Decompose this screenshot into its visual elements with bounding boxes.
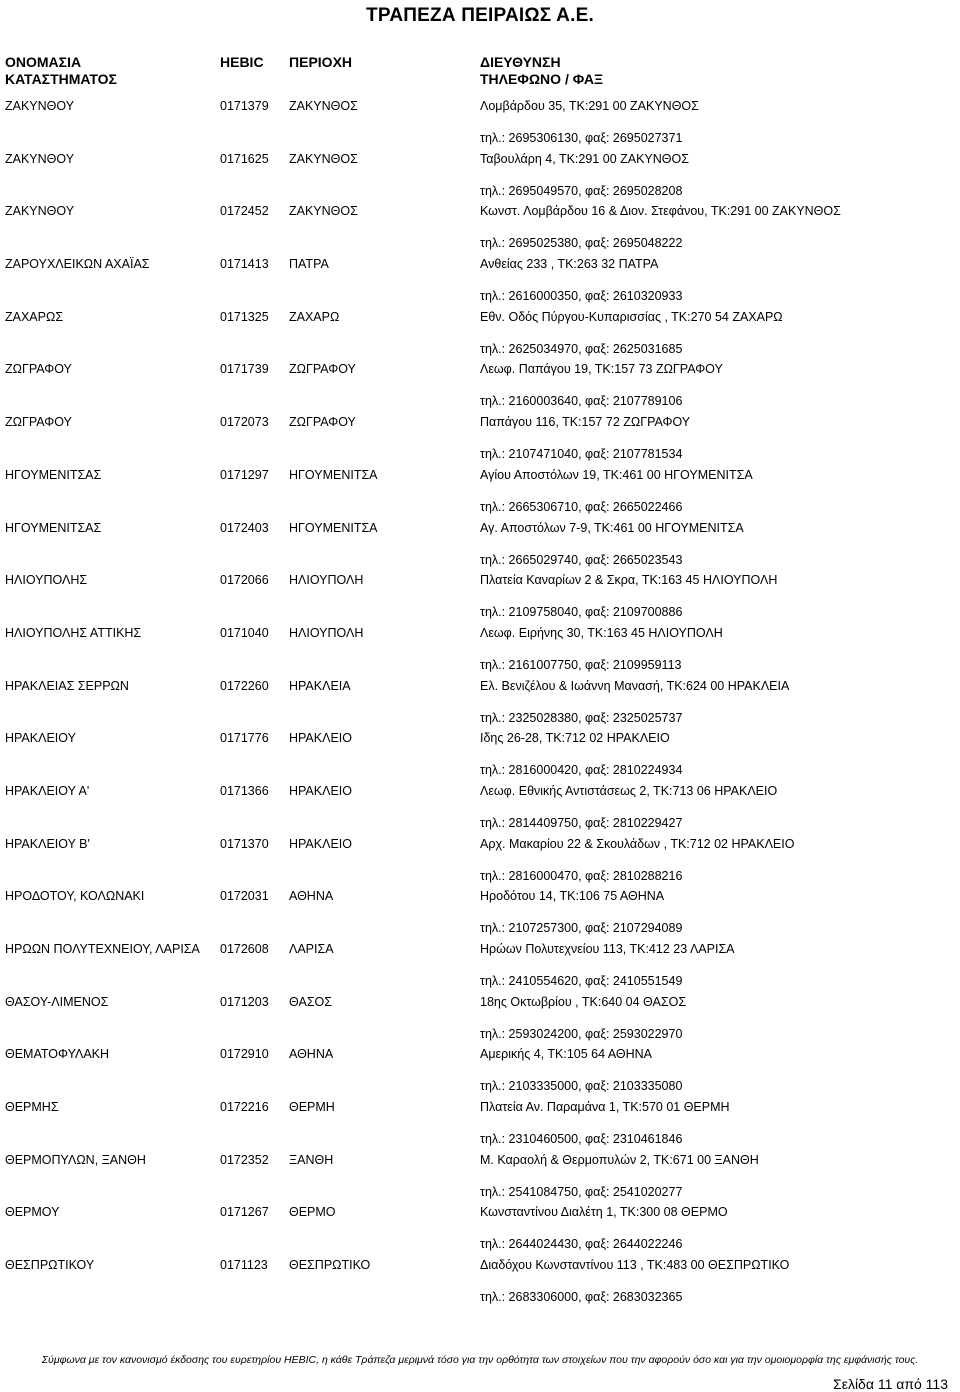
- header-hebic: HEBIC: [220, 54, 264, 70]
- branch-area: ΘΕΡΜΗ: [289, 1100, 335, 1115]
- table-row: [0, 775, 960, 828]
- row-main-line: [0, 1046, 960, 1062]
- branch-name: ΖΑΚΥΝΘΟΥ: [5, 204, 75, 219]
- header-address: ΔΙΕΥΘΥΝΣΗ ΤΗΛΕΦΩΝΟ / ΦΑΞ: [480, 54, 603, 87]
- row-main-line: [0, 888, 960, 904]
- branch-address: Πλατεία Καναρίων 2 & Σκρα, ΤΚ:163 45 ΗΛΙΟΥΠΟΛΗ: [480, 573, 778, 588]
- row-main-line: [0, 678, 960, 694]
- hebic-code: 0171366: [220, 783, 269, 798]
- branch-area: ΗΓΟΥΜΕΝΙΤΣΑ: [289, 467, 378, 482]
- row-main-line: [0, 1204, 960, 1220]
- header-branch-name: ΟΝΟΜΑΣΙΑ ΚΑΤΑΣΤΗΜΑΤΟΣ: [5, 54, 117, 87]
- table-row: [0, 722, 960, 778]
- branch-name: ΖΩΓΡΑΦΟΥ: [5, 362, 72, 377]
- table-row: [0, 1196, 960, 1252]
- branch-name: ΘΑΣΟΥ-ΛΙΜΕΝΟΣ: [5, 994, 109, 1009]
- branch-address: Αμερικής 4, ΤΚ:105 64 ΑΘΗΝΑ: [480, 1047, 653, 1062]
- branch-name: ΗΓΟΥΜΕΝΙΤΣΑΣ: [5, 467, 102, 482]
- branch-address: Ελ. Βενιζέλου & Ιωάννη Μανασή, ΤΚ:624 00 ΗΡΑΚΛΕΙΑ: [480, 678, 790, 693]
- branch-phone-fax: τηλ.: 2160003640, φαξ: 2107789106: [480, 394, 683, 409]
- branch-table: [0, 90, 960, 1305]
- row-main-line: [0, 730, 960, 746]
- branch-area: ΖΑΚΥΝΘΟΣ: [289, 99, 358, 113]
- row-main-line: [0, 941, 960, 957]
- branch-name: ΗΡΑΚΛΕΙΟΥ Β': [5, 836, 90, 851]
- branch-name: ΘΕΜΑΤΟΦΥΛΑΚΗ: [5, 1047, 110, 1062]
- table-row: [0, 406, 960, 462]
- row-main-line: [0, 98, 960, 114]
- row-main-line: [0, 414, 960, 430]
- branch-name: ΖΩΓΡΑΦΟΥ: [5, 415, 72, 430]
- row-main-line: [0, 625, 960, 641]
- row-main-line: [0, 361, 960, 377]
- branch-phone-fax: τηλ.: 2695306130, φαξ: 2695027371: [480, 131, 683, 145]
- branch-name: ΗΓΟΥΜΕΝΙΤΣΑΣ: [5, 520, 102, 535]
- branch-address: Αγ. Αποστόλων 7-9, ΤΚ:461 00 ΗΓΟΥΜΕΝΙΤΣΑ: [480, 520, 744, 535]
- hebic-code: 0172608: [220, 942, 269, 956]
- table-row: [0, 195, 960, 251]
- row-main-line: [0, 783, 960, 799]
- branch-name: ΗΡΑΚΛΕΙΟΥ: [5, 731, 76, 746]
- table-row: [0, 1038, 960, 1094]
- branch-phone-fax: τηλ.: 2816000470, φαξ: 2810288216: [480, 868, 683, 883]
- table-row: [0, 564, 960, 620]
- branch-phone-fax: τηλ.: 2665306710, φαξ: 2665022466: [480, 499, 683, 514]
- row-main-line: [0, 1257, 960, 1273]
- table-row: [0, 301, 960, 354]
- branch-name: ΘΕΡΜΗΣ: [5, 1100, 59, 1115]
- row-main-line: [0, 1152, 960, 1168]
- page-number: Σελίδα 11 από 113: [833, 1376, 948, 1392]
- branch-area: ΠΑΤΡΑ: [289, 257, 329, 272]
- branch-address: Κωνσταντίνου Διαλέτη 1, ΤΚ:300 08 ΘΕΡΜΟ: [480, 1205, 728, 1220]
- branch-area: ΞΑΝΘΗ: [289, 1152, 334, 1167]
- branch-phone-fax: τηλ.: 2644024430, φαξ: 2644022246: [480, 1237, 683, 1252]
- branch-name: ΗΡΟΔΟΤΟΥ, ΚΟΛΩΝΑΚΙ: [5, 889, 145, 904]
- branch-address: Ιδης 26-28, ΤΚ:712 02 ΗΡΑΚΛΕΙΟ: [480, 731, 670, 746]
- branch-area: ΗΡΑΚΛΕΙΟ: [289, 783, 352, 798]
- branch-name: ΗΛΙΟΥΠΟΛΗΣ ΑΤΤΙΚΗΣ: [5, 625, 142, 640]
- branch-address: Πλατεία Αν. Παραμάνα 1, ΤΚ:570 01 ΘΕΡΜΗ: [480, 1100, 730, 1115]
- table-row: [0, 248, 960, 304]
- branch-area: ΖΩΓΡΑΦΟΥ: [289, 362, 356, 377]
- branch-phone-fax: τηλ.: 2683306000, φαξ: 2683032365: [480, 1290, 683, 1305]
- branch-address: Αρχ. Μακαρίου 22 & Σκουλάδων , ΤΚ:712 02 ΗΡΑΚΛΕΙΟ: [480, 836, 795, 851]
- branch-name: ΖΑΡΟΥΧΛΕΙΚΩΝ ΑΧΑΪΑΣ: [5, 257, 150, 272]
- hebic-code: 0171625: [220, 151, 269, 166]
- branch-name: ΗΛΙΟΥΠΟΛΗΣ: [5, 573, 88, 588]
- hebic-code: 0171297: [220, 467, 269, 482]
- hebic-code: 0171267: [220, 1205, 269, 1220]
- table-header: [0, 54, 960, 90]
- branch-address: 18ης Οκτωβρίου , ΤΚ:640 04 ΘΑΣΟΣ: [480, 994, 687, 1009]
- branch-phone-fax: τηλ.: 2107257300, φαξ: 2107294089: [480, 921, 683, 936]
- hebic-code: 0171123: [220, 1258, 268, 1273]
- hebic-code: 0172260: [220, 678, 269, 693]
- branch-phone-fax: τηλ.: 2107471040, φαξ: 2107781534: [480, 447, 683, 462]
- branch-address: Ηροδότου 14, ΤΚ:106 75 ΑΘΗΝΑ: [480, 889, 665, 904]
- branch-area: ΖΩΓΡΑΦΟΥ: [289, 415, 356, 430]
- row-main-line: [0, 994, 960, 1010]
- branch-address: Μ. Καραολή & Θερμοπυλών 2, ΤΚ:671 00 ΞΑΝΘΗ: [480, 1152, 759, 1167]
- row-main-line: [0, 572, 960, 588]
- row-main-line: [0, 1099, 960, 1115]
- hebic-code: 0172031: [220, 889, 269, 904]
- table-row: [0, 986, 960, 1039]
- table-row: [0, 1144, 960, 1197]
- branch-area: ΗΛΙΟΥΠΟΛΗ: [289, 625, 364, 640]
- branch-address: Ανθείας 233 , ΤΚ:263 32 ΠΑΤΡΑ: [480, 257, 659, 272]
- branch-phone-fax: τηλ.: 2541084750, φαξ: 2541020277: [480, 1184, 683, 1199]
- row-main-line: [0, 309, 960, 325]
- branch-address: Εθν. Οδός Πύργου-Κυπαρισσίας , ΤΚ:270 54 ΖΑΧΑΡΩ: [480, 309, 783, 324]
- branch-phone-fax: τηλ.: 2625034970, φαξ: 2625031685: [480, 341, 683, 356]
- row-main-line: [0, 467, 960, 483]
- branch-address: Ηρώων Πολυτεχνείου 113, ΤΚ:412 23 ΛΑΡΙΣΑ: [480, 942, 735, 956]
- table-row: [0, 670, 960, 723]
- hebic-code: 0171370: [220, 836, 269, 851]
- hebic-code: 0172216: [220, 1100, 269, 1115]
- hebic-code: 0172403: [220, 520, 269, 535]
- branch-phone-fax: τηλ.: 2410554620, φαξ: 2410551549: [480, 974, 683, 988]
- branch-area: ΘΑΣΟΣ: [289, 994, 333, 1009]
- row-main-line: [0, 836, 960, 852]
- branch-name: ΗΡΩΩΝ ΠΟΛΥΤΕΧΝΕΙΟΥ, ΛΑΡΙΣΑ: [5, 942, 200, 956]
- table-row: [0, 617, 960, 670]
- hebic-code: 0172452: [220, 204, 269, 219]
- branch-area: ΘΕΡΜΟ: [289, 1205, 336, 1220]
- row-main-line: [0, 520, 960, 536]
- branch-address: Λεωφ. Παπάγου 19, ΤΚ:157 73 ΖΩΓΡΑΦΟΥ: [480, 362, 723, 377]
- branch-name: ΖΑΧΑΡΩΣ: [5, 309, 64, 324]
- table-row: [0, 880, 960, 936]
- branch-phone-fax: τηλ.: 2593024200, φαξ: 2593022970: [480, 1026, 683, 1041]
- row-main-line: [0, 203, 960, 219]
- branch-area: ΖΑΚΥΝΘΟΣ: [289, 204, 358, 219]
- branch-address: Αγίου Αποστόλων 19, ΤΚ:461 00 ΗΓΟΥΜΕΝΙΤΣΑ: [480, 467, 753, 482]
- branch-area: ΗΓΟΥΜΕΝΙΤΣΑ: [289, 520, 378, 535]
- table-row: [0, 933, 960, 986]
- branch-area: ΑΘΗΝΑ: [289, 1047, 334, 1062]
- branch-phone-fax: τηλ.: 2161007750, φαξ: 2109959113: [480, 657, 682, 672]
- table-row: [0, 459, 960, 512]
- row-contact-line: [0, 1289, 960, 1305]
- branch-address: Ταβουλάρη 4, ΤΚ:291 00 ΖΑΚΥΝΘΟΣ: [480, 151, 689, 166]
- table-row: [0, 512, 960, 565]
- hebic-code: 0171379: [220, 99, 269, 113]
- footer-note: Σύμφωνα με τον κανονισμό έκδοσης του ευρετηρίου HEBIC, η κάθε Τράπεζα μεριμνά τόσο για την ορθότητα των στοιχείων που την αφορούν όσο και για την ομοιομορφία της εμφάνισής τους.: [41, 1354, 919, 1366]
- table-row: [0, 143, 960, 196]
- branch-area: ΗΡΑΚΛΕΙΟ: [289, 836, 352, 851]
- table-row: [0, 828, 960, 881]
- branch-name: ΘΕΡΜΟΥ: [5, 1205, 60, 1220]
- hebic-code: 0171776: [220, 731, 269, 746]
- branch-area: ΖΑΧΑΡΩ: [289, 309, 340, 324]
- table-row: [0, 353, 960, 409]
- branch-phone-fax: τηλ.: 2665029740, φαξ: 2665023543: [480, 552, 683, 567]
- branch-name: ΖΑΚΥΝΘΟΥ: [5, 151, 75, 166]
- branch-phone-fax: τηλ.: 2695025380, φαξ: 2695048222: [480, 236, 683, 251]
- branch-address: Κωνστ. Λομβάρδου 16 & Διον. Στεφάνου, ΤΚ:291 00 ΖΑΚΥΝΘΟΣ: [480, 204, 841, 219]
- branch-phone-fax: τηλ.: 2816000420, φαξ: 2810224934: [480, 763, 683, 778]
- branch-area: ΗΡΑΚΛΕΙΑ: [289, 678, 351, 693]
- hebic-code: 0171413: [220, 257, 269, 272]
- hebic-code: 0172073: [220, 415, 269, 430]
- branch-name: ΖΑΚΥΝΘΟΥ: [5, 99, 75, 113]
- branch-address: Παπάγου 116, ΤΚ:157 72 ΖΩΓΡΑΦΟΥ: [480, 415, 691, 430]
- table-row: [0, 1091, 960, 1147]
- header-area: ΠΕΡΙΟΧΗ: [289, 54, 353, 70]
- row-main-line: [0, 256, 960, 272]
- branch-name: ΘΕΣΠΡΩΤΙΚΟΥ: [5, 1258, 95, 1273]
- row-main-line: [0, 151, 960, 167]
- branch-area: ΛΑΡΙΣΑ: [289, 942, 334, 956]
- branch-name: ΗΡΑΚΛΕΙΑΣ ΣΕΡΡΩΝ: [5, 678, 129, 693]
- branch-phone-fax: τηλ.: 2109758040, φαξ: 2109700886: [480, 605, 683, 620]
- table-row: [0, 1249, 960, 1305]
- branch-area: ΑΘΗΝΑ: [289, 889, 334, 904]
- branch-phone-fax: τηλ.: 2616000350, φαξ: 2610320933: [480, 289, 683, 304]
- branch-address: Λεωφ. Ειρήνης 30, ΤΚ:163 45 ΗΛΙΟΥΠΟΛΗ: [480, 625, 723, 640]
- hebic-code: 0172066: [220, 573, 269, 588]
- branch-address: Διαδόχου Κωνσταντίνου 113 , ΤΚ:483 00 ΘΕΣΠΡΩΤΙΚΟ: [480, 1258, 790, 1273]
- branch-phone-fax: τηλ.: 2695049570, φαξ: 2695028208: [480, 183, 683, 198]
- branch-area: ΗΛΙΟΥΠΟΛΗ: [289, 573, 364, 588]
- branch-phone-fax: τηλ.: 2814409750, φαξ: 2810229427: [480, 815, 683, 830]
- branch-phone-fax: τηλ.: 2310460500, φαξ: 2310461846: [480, 1132, 683, 1147]
- hebic-code: 0172352: [220, 1152, 269, 1167]
- hebic-code: 0171739: [220, 362, 269, 377]
- page-title: ΤΡΑΠΕΖΑ ΠΕΙΡΑΙΩΣ Α.Ε.: [366, 5, 594, 26]
- hebic-code: 0171040: [220, 625, 269, 640]
- hebic-code: 0171203: [220, 994, 269, 1009]
- branch-area: ΘΕΣΠΡΩΤΙΚΟ: [289, 1258, 371, 1273]
- branch-phone-fax: τηλ.: 2325028380, φαξ: 2325025737: [480, 710, 683, 725]
- hebic-code: 0172910: [220, 1047, 269, 1062]
- branch-name: ΗΡΑΚΛΕΙΟΥ Α': [5, 783, 90, 798]
- branch-name: ΘΕΡΜΟΠΥΛΩΝ, ΞΑΝΘΗ: [5, 1152, 146, 1167]
- branch-area: ΖΑΚΥΝΘΟΣ: [289, 151, 358, 166]
- branch-address: Λεωφ. Εθνικής Αντιστάσεως 2, ΤΚ:713 06 ΗΡΑΚΛΕΙΟ: [480, 783, 778, 798]
- branch-phone-fax: τηλ.: 2103335000, φαξ: 2103335080: [480, 1079, 683, 1094]
- table-row: [0, 90, 960, 143]
- branch-area: ΗΡΑΚΛΕΙΟ: [289, 731, 352, 746]
- branch-address: Λομβάρδου 35, ΤΚ:291 00 ΖΑΚΥΝΘΟΣ: [480, 99, 699, 113]
- hebic-code: 0171325: [220, 309, 269, 324]
